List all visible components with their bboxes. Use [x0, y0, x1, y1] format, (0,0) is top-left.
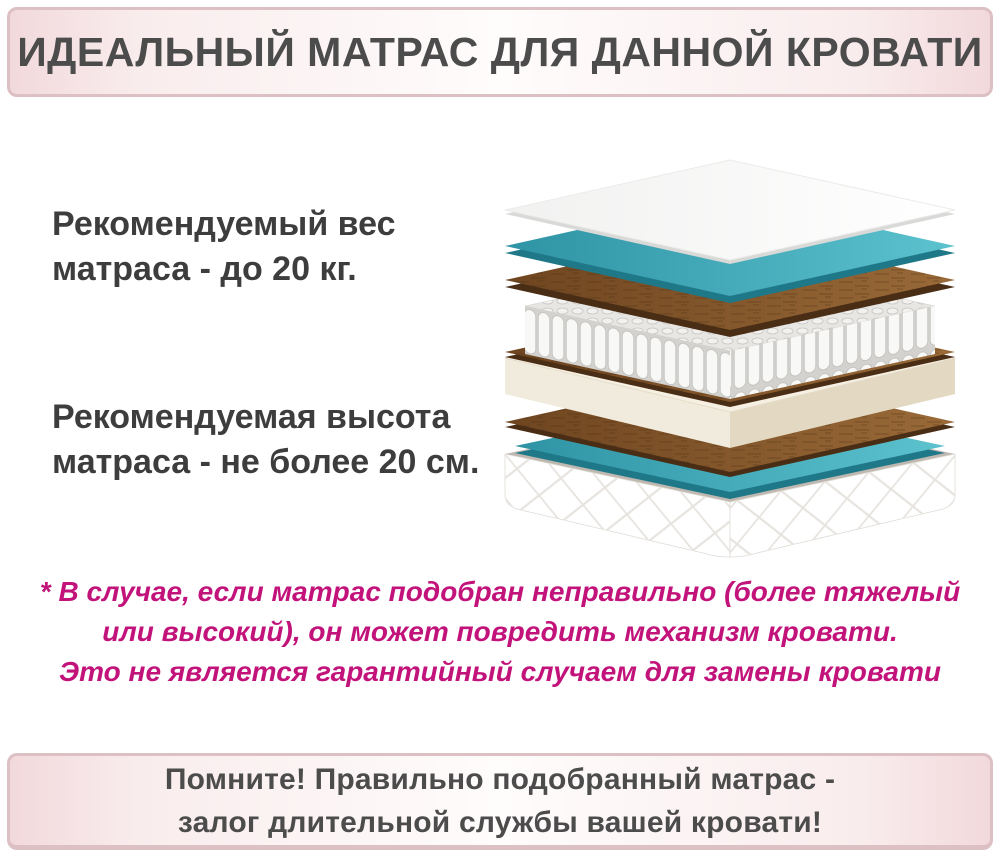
warning-line2: или высокий), он может повредить механизм кровати.	[102, 616, 898, 647]
recommended-height-line2: матраса - не более 20 см.	[52, 443, 480, 481]
recommended-weight-line2: матраса - до 20 кг.	[52, 250, 357, 288]
warning-note	[0, 572, 1000, 692]
header-banner	[7, 7, 993, 97]
recommended-height-text	[52, 395, 479, 485]
recommended-weight-text	[52, 202, 396, 292]
recommended-weight-line1: Рекомендуемый вес	[52, 205, 396, 243]
warning-line3: Это не является гарантийный случаем для замены кровати	[59, 656, 941, 687]
recommended-height-line1: Рекомендуемая высота	[52, 398, 451, 436]
mattress-layers-illustration	[495, 156, 967, 568]
page-title: ИДЕАЛЬНЫЙ МАТРАС ДЛЯ ДАННОЙ КРОВАТИ	[17, 28, 983, 75]
footer-line1: Помните! Правильно подобранный матрас -	[164, 762, 836, 796]
footer-line2: залог длительной службы вашей кровати!	[177, 805, 823, 839]
warning-line1: * В случае, если матрас подобран неправильно (более тяжелый	[39, 576, 961, 607]
footer-banner	[7, 753, 993, 850]
